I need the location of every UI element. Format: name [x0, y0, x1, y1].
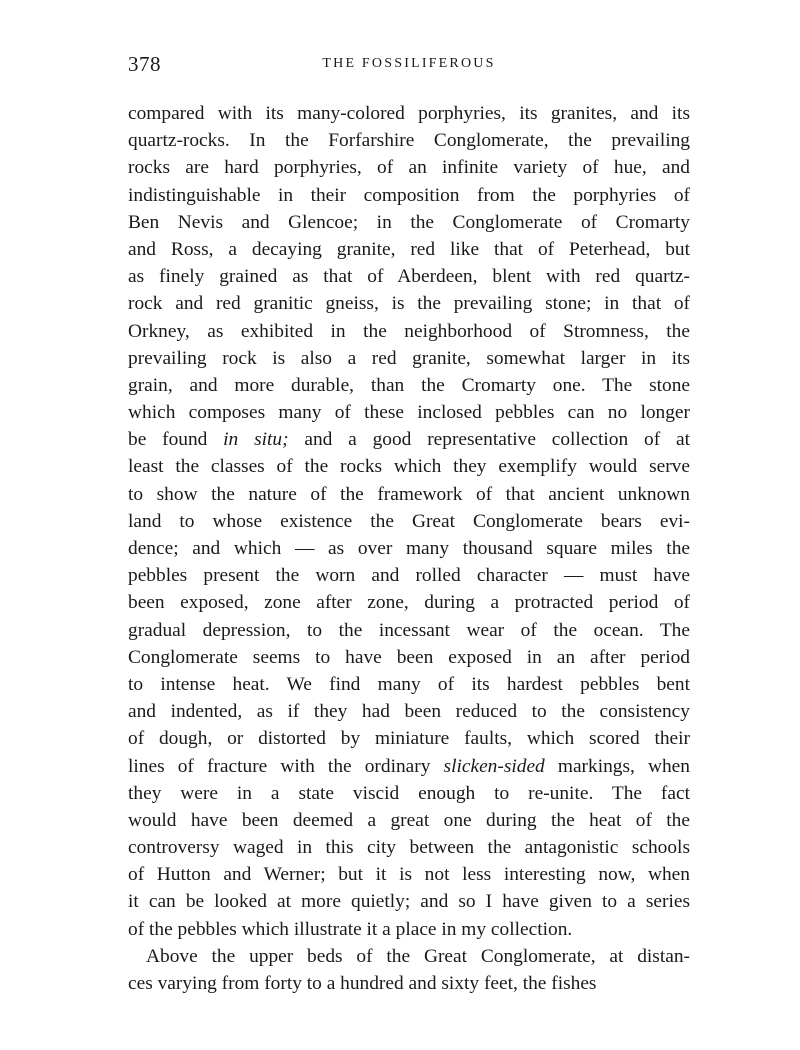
italic-phrase: slicken-sided [443, 755, 545, 777]
text-segment: and a good representative collection of at [288, 429, 690, 451]
text-line: and Ross, a decaying granite, red like that of Peterhead, but [128, 238, 690, 260]
text-line: as finely grained as that of Aberdeen, blent with red quartz- [128, 266, 690, 288]
page-header [128, 52, 690, 82]
text-line: quartz-rocks. In the Forfarshire Conglomerate, the prevailing [128, 130, 690, 152]
text-line: prevailing rock is also a red granite, somewhat larger in its [128, 347, 690, 369]
text-line: rocks are hard porphyries, of an infinite variety of hue, and [128, 157, 690, 179]
text-line: rock and red granitic gneiss, is the prevailing stone; in that of [128, 293, 690, 315]
text-line: of Hutton and Werner; but it is not less interesting now, when [128, 864, 690, 886]
text-line: grain, and more durable, than the Cromarty one. The stone [128, 374, 690, 396]
text-line [128, 426, 690, 453]
text-line: compared with its many-colored porphyries, its granites, and its [128, 103, 690, 124]
text-segment: markings, when [544, 755, 690, 777]
text-line: indistinguishable in their composition from the porphyries of [128, 184, 690, 206]
text-line: Ben Nevis and Glencoe; in the Conglomerate of Cromarty [128, 211, 690, 233]
body-text [128, 100, 690, 997]
text-line: to intense heat. We find many of its hardest pebbles bent [128, 673, 690, 695]
text-line: Orkney, as exhibited in the neighborhood of Stromness, the [128, 320, 690, 342]
text-line: Above the upper beds of the Great Conglomerate, at distan- [146, 945, 690, 967]
running-head: THE FOSSILIFEROUS [322, 56, 496, 71]
text-line: would have been deemed a great one during the heat of the [128, 809, 690, 831]
text-line: they were in a state viscid enough to re-unite. The fact [128, 782, 690, 804]
text-line: of dough, or distorted by miniature faults, which scored their [128, 728, 690, 750]
text-segment: lines of fracture with the ordinary [128, 755, 444, 777]
text-line: and indented, as if they had been reduced to the consistency [128, 701, 690, 723]
text-line: land to whose existence the Great Conglomerate bears evi- [128, 510, 690, 532]
text-line: it can be looked at more quietly; and so I have given to a series [128, 891, 690, 913]
text-line: dence; and which — as over many thousand square miles the [128, 538, 690, 559]
page-number: 378 [128, 52, 161, 76]
text-line: ces varying from forty to a hundred and sixty feet, the fishes [128, 973, 597, 994]
text-segment: be found [128, 429, 224, 451]
text-line: to show the nature of the framework of that ancient unknown [128, 483, 690, 505]
text-line: controversy waged in this city between the antagonistic schools [128, 837, 690, 859]
italic-phrase: in situ; [223, 429, 289, 451]
text-line: been exposed, zone after zone, during a protracted period of [128, 592, 690, 614]
text-line: least the classes of the rocks which they exemplify would serve [128, 456, 690, 478]
text-line: pebbles present the worn and rolled character — must have [128, 565, 690, 587]
text-line: which composes many of these inclosed pebbles can no longer [128, 402, 690, 424]
text-line: gradual depression, to the incessant wear of the ocean. The [128, 619, 690, 641]
text-line [128, 753, 690, 780]
text-line: Conglomerate seems to have been exposed in an after period [128, 646, 690, 668]
text-line: of the pebbles which illustrate it a place in my collection. [128, 918, 573, 940]
